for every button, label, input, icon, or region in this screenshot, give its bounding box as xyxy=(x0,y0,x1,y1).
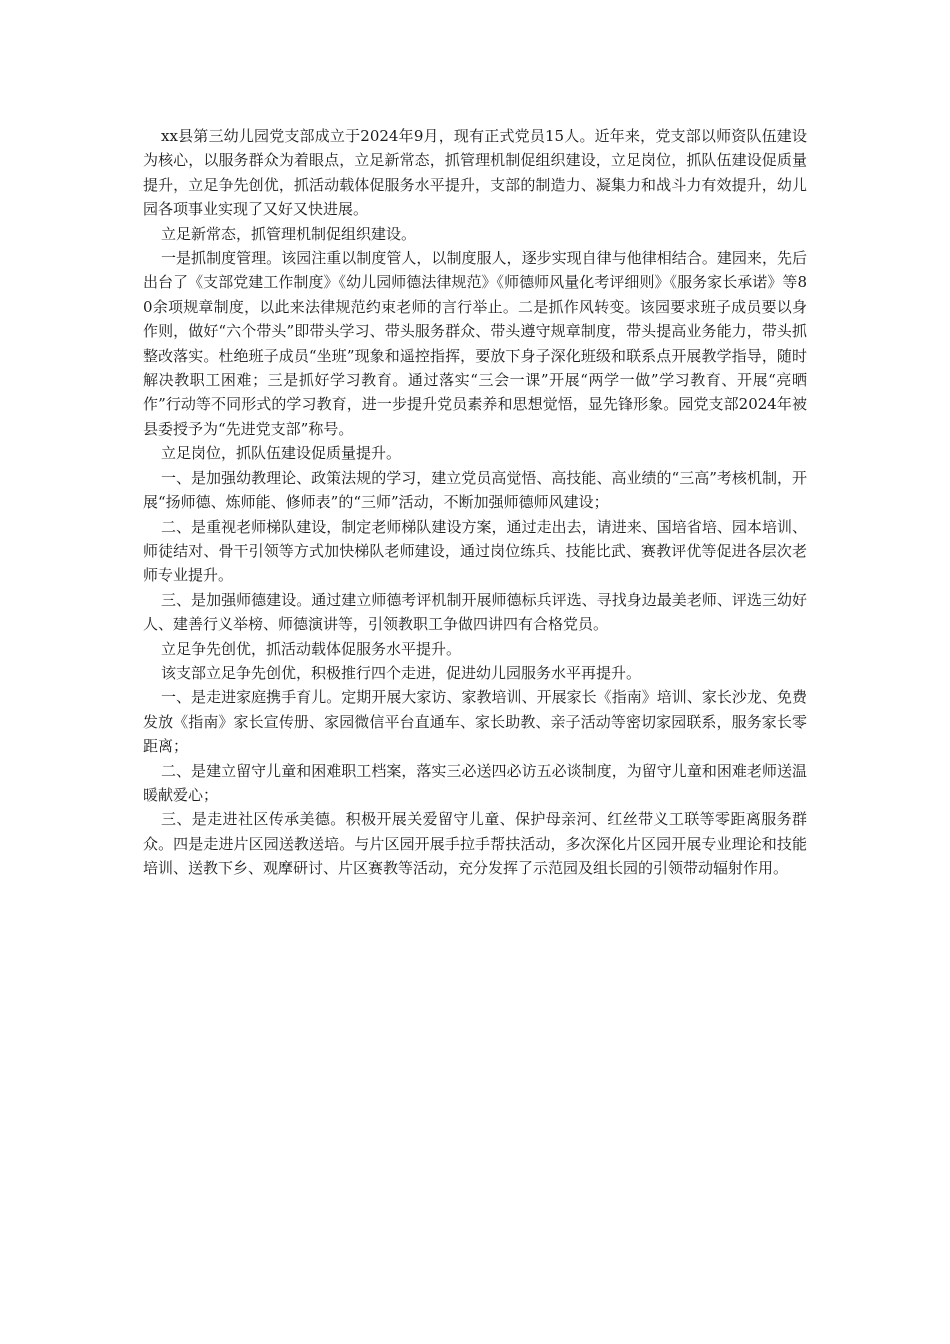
body-paragraph: 三、是走进社区传承美德。积极开展关爱留守儿童、保护母亲河、红丝带义工联等零距离服务群众。四是走进片区园送教送培。与片区园开展手拉手帮扶活动，多次深化片区园开展专业理论和技能培训、送教下乡、观摩研讨、片区赛教等活动，充分发挥了示范园及组长园的引领带动辐射作用。 xyxy=(143,810,807,878)
body-paragraph: 一、是加强幼教理论、政策法规的学习，建立党员高觉悟、高技能、高业绩的“三高”考核机制，开展“扬师德、炼师能、修师表”的“三师”活动，不断加强师德师风建设； xyxy=(143,468,807,512)
section-heading-organization: 立足新常态，抓管理机制促组织建设。 xyxy=(161,224,417,243)
section-heading-service: 立足争先创优，抓活动载体促服务水平提升。 xyxy=(161,639,462,658)
body-paragraph: 三、是加强师德建设。通过建立师德考评机制开展师德标兵评选、寻找身边最美老师、评选三幼好人、建善行义举榜、师德演讲等，引领教职工争做四讲四有合格党员。 xyxy=(143,590,807,634)
body-paragraph: 一、是走进家庭携手育儿。定期开展大家访、家教培训、开展家长《指南》培训、家长沙龙、免费发放《指南》家长宣传册、家园微信平台直通车、家长助教、亲子活动等密切家园联系，服务家长零距离； xyxy=(143,688,807,756)
section-heading-team: 立足岗位，抓队伍建设促质量提升。 xyxy=(161,444,402,463)
body-paragraph: 二、是重视老师梯队建设，制定老师梯队建设方案，通过走出去，请进来、国培省培、园本培训、师徒结对、骨干引领等方式加快梯队老师建设，通过岗位练兵、技能比武、赛教评优等促进各层次老师专业提升。 xyxy=(143,517,807,585)
body-paragraph: 该支部立足争先创优，积极推行四个走进，促进幼儿园服务水平再提升。 xyxy=(161,663,642,682)
body-paragraph: 一是抓制度管理。该园注重以制度管人，以制度服人，逐步实现自律与他律相结合。建园来，先后出台了《支部党建工作制度》《幼儿园师德法律规范》《师德师风量化考评细则》《服务家长承诺》等80余项规章制度，以此来法律规范约束老师的言行举止。二是抓作风转变。该园要求班子成员要以身作则，做好“六个带头”即带头学习、带头服务群众、带头遵守规章制度，带头提高业务能力，带头抓整改落实。杜绝班子成员“坐班”现象和遥控指挥，要放下身子深化班级和联系点开展教学指导，随时解决教职工困难；三是抓好学习教育。通过落实“三会一课”开展“两学一做”学习教育、开展“亮晒作”行动等不同形式的学习教育，进一步提升党员素养和思想觉悟，显先锋形象。园党支部2024年被县委授予为“先进党支部”称号。 xyxy=(143,249,807,438)
document-body xyxy=(143,124,807,881)
body-paragraph: 二、是建立留守儿童和困难职工档案，落实三必送四必访五必谈制度，为留守儿童和困难老师送温暖献爱心； xyxy=(143,761,807,804)
intro-paragraph: xx县第三幼儿园党支部成立于2024年9月，现有正式党员15人。近年来，党支部以师资队伍建设为核心，以服务群众为着眼点，立足新常态，抓管理机制促组织建设，立足岗位，抓队伍建设促质量提升，立足争先创优，抓活动载体促服务水平提升，支部的制造力、凝集力和战斗力有效提升，幼儿园各项事业实现了又好又快进展。 xyxy=(143,127,807,219)
